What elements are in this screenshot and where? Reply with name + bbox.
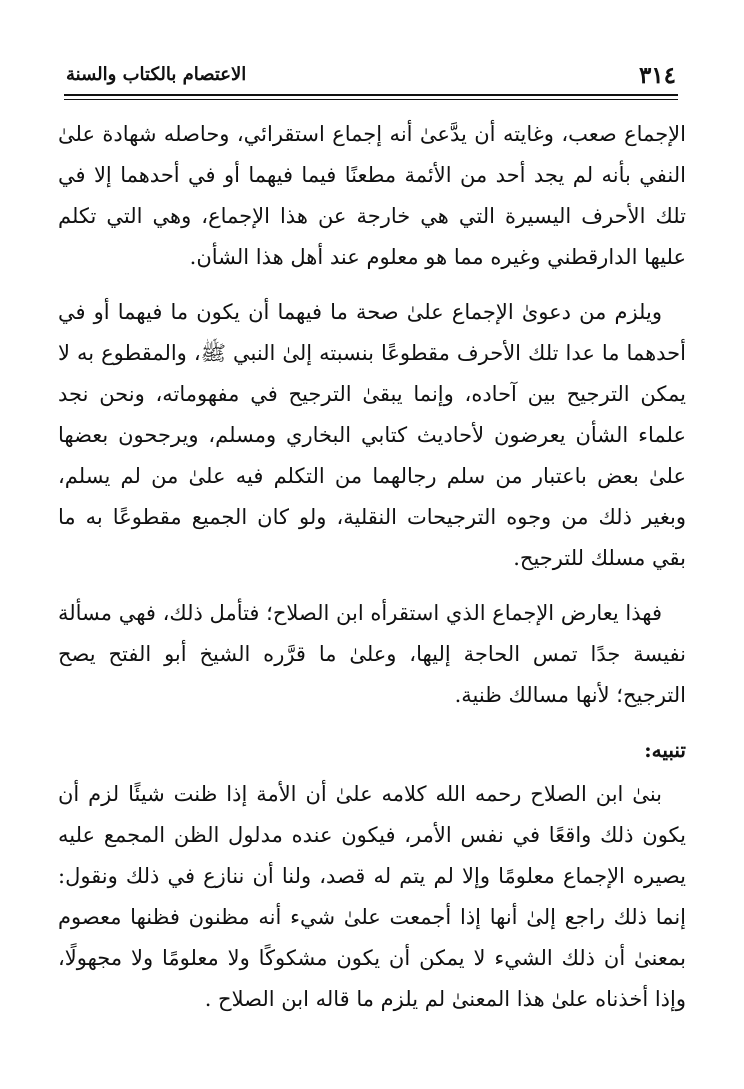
- header-rule-thin: [64, 99, 678, 100]
- note-heading: تنبيه:: [644, 738, 686, 762]
- page-body: [58, 114, 686, 1020]
- paragraph-3: فهذا يعارض الإجماع الذي استقرأه ابن الصلاح؛ فتأمل ذلك، فهي مسألة نفيسة جدًا تمس الحاجة إليها، وعلىٰ ما قرَّره الشيخ أبو الفتح يصح الترجيح؛ لأنها مسالك ظنية.: [58, 601, 686, 707]
- page-number: ٣١٤: [638, 62, 676, 89]
- running-header: [60, 58, 684, 92]
- book-title: الاعتصام بالكتاب والسنة: [66, 64, 247, 85]
- header-rule-thick: [64, 94, 678, 96]
- paragraph-1: الإجماع صعب، وغايته أن يدَّعىٰ أنه إجماع استقرائي، وحاصله شهادة علىٰ النفي بأنه لم يجد أحد من الأئمة مطعنًا فيما فيهما أو في أحدهما إلا في تلك الأحرف اليسيرة التي هي خارجة عن هذا الإجماع، وهي التي تكلم عليها الدارقطني وغيره مما هو معلوم عند أهل هذا الشأن.: [58, 122, 686, 269]
- paragraph-2: ويلزم من دعوىٰ الإجماع علىٰ صحة ما فيهما أن يكون ما فيهما أو في أحدهما ما عدا تلك الأحرف مقطوعًا بنسبته إلىٰ النبي ﷺ، والمقطوع به لا يمكن الترجيح بين آحاده، وإنما يبقىٰ الترجيح في مفهوماته، ونحن نجد علماء الشأن يعرضون لأحاديث كتابي البخاري ومسلم، ويرجحون بعضها علىٰ بعض باعتبار من سلم رجالهما من التكلم فيه علىٰ من لم يسلم، وبغير ذلك من وجوه الترجيحات النقلية، ولو كان الجميع مقطوعًا به ما بقي مسلك للترجيح.: [58, 300, 686, 570]
- note-paragraph: بنىٰ ابن الصلاح رحمه الله كلامه علىٰ أن الأمة إذا ظنت شيئًا لزم أن يكون ذلك واقعًا في نفس الأمر، فيكون عنده مدلول الظن المجمع عليه يصيره الإجماع معلومًا وإلا لم يتم له قصد، ولنا أن ننازع في ذلك ونقول: إنما ذلك راجع إلىٰ أنها إذا أجمعت علىٰ شيء أنه مظنون فظنها معصوم بمعنىٰ أن ذلك الشيء لا يمكن أن يكون مشكوكًا ولا معلومًا ولا مجهولًا، وإذا أخذناه علىٰ هذا المعنىٰ لم يلزم ما قاله ابن الصلاح .: [58, 782, 686, 1011]
